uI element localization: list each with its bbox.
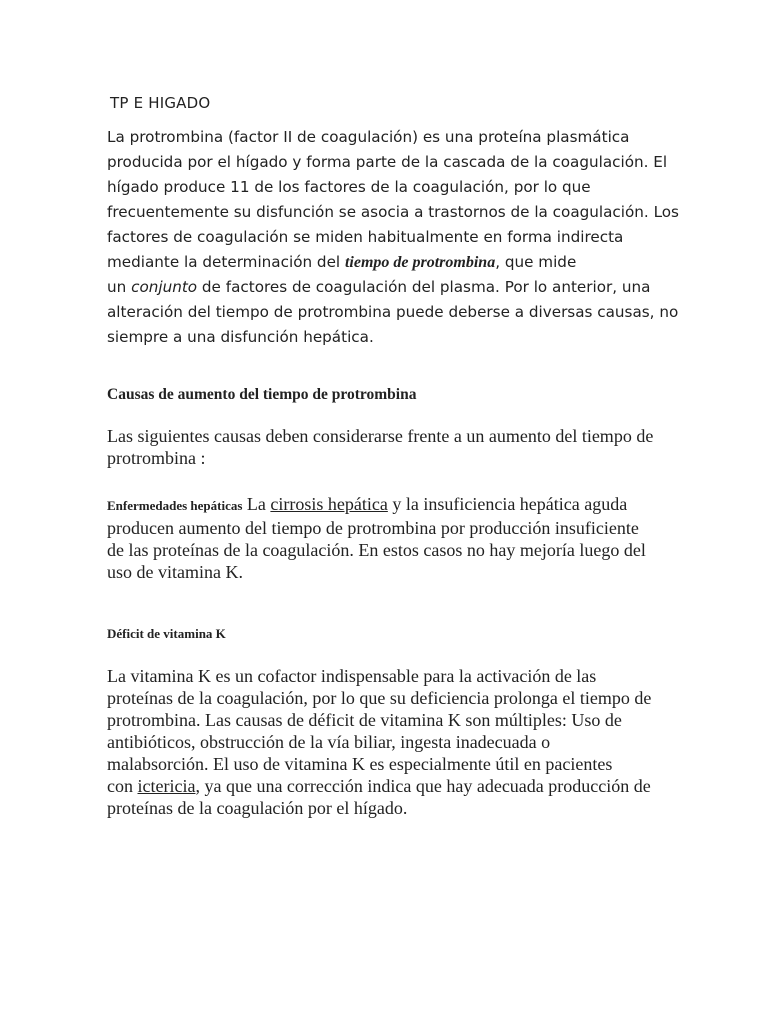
intro-paragraph bbox=[107, 125, 687, 350]
link-cirrosis-hepatica[interactable]: cirrosis hepática bbox=[270, 494, 388, 514]
paragraph-line bbox=[107, 775, 687, 797]
section-heading: Causas de aumento del tiempo de protrombina bbox=[107, 386, 417, 403]
subheading-deficit-vitamina-k: Déficit de vitamina K bbox=[107, 626, 226, 641]
paragraph-line: Las siguientes causas deben considerarse frente a un aumento del tiempo de bbox=[107, 426, 654, 446]
intro-line: alteración del tiempo de protrombina puede deberse a diversas causas, no bbox=[107, 303, 679, 321]
paragraph-line: protrombina. Las causas de déficit de vitamina K son múltiples: Uso de bbox=[107, 710, 622, 730]
paragraph-text: , ya que una corrección indica que hay adecuada producción de bbox=[195, 776, 651, 796]
intro-text: un bbox=[107, 278, 132, 296]
paragraph-text: y la insuficiencia hepática aguda bbox=[387, 494, 628, 514]
inline-heading-enfermedades-hepaticas: Enfermedades hepáticas bbox=[107, 498, 243, 513]
link-ictericia[interactable]: ictericia bbox=[137, 776, 196, 796]
paragraph-line: proteínas de la coagulación por el hígado. bbox=[107, 798, 408, 818]
intro-text: de factores de coagulación del plasma. Por lo anterior, una bbox=[197, 278, 651, 296]
causes-intro-paragraph bbox=[107, 425, 687, 469]
paragraph-line: antibióticos, obstrucción de la vía biliar, ingesta inadecuada o bbox=[107, 732, 551, 752]
paragraph-line: uso de vitamina K. bbox=[107, 562, 243, 582]
paragraph-line: protrombina : bbox=[107, 448, 206, 468]
paragraph-line bbox=[107, 493, 687, 517]
vitamin-k-paragraph bbox=[107, 665, 687, 819]
intro-line: producida por el hígado y forma parte de la cascada de la coagulación. El bbox=[107, 153, 668, 171]
emphasis-tiempo-de-protrombina: tiempo de protrombina bbox=[344, 254, 496, 271]
paragraph-line: producen aumento del tiempo de protrombina por producción insuficiente bbox=[107, 518, 639, 538]
liver-disease-paragraph bbox=[107, 493, 687, 583]
paragraph-line: malabsorción. El uso de vitamina K es especialmente útil en pacientes bbox=[107, 754, 613, 774]
paragraph-line: de las proteínas de la coagulación. En estos casos no hay mejoría luego del bbox=[107, 540, 646, 560]
intro-line bbox=[107, 275, 687, 300]
document-title: TP E HIGADO bbox=[110, 94, 211, 112]
intro-text: mediante la determinación del bbox=[107, 253, 345, 271]
paragraph-line: La vitamina K es un cofactor indispensable para la activación de las bbox=[107, 666, 597, 686]
intro-line: hígado produce 11 de los factores de la coagulación, por lo que bbox=[107, 178, 591, 196]
emphasis-conjunto: conjunto bbox=[131, 278, 198, 296]
paragraph-text: La bbox=[242, 494, 271, 514]
intro-text: , que mide bbox=[495, 253, 577, 271]
intro-line: factores de coagulación se miden habitualmente en forma indirecta bbox=[107, 228, 624, 246]
paragraph-text: con bbox=[107, 776, 138, 796]
intro-line bbox=[107, 250, 687, 275]
intro-line: La protrombina (factor II de coagulación) es una proteína plasmática bbox=[107, 128, 630, 146]
paragraph-line: proteínas de la coagulación, por lo que su deficiencia prolonga el tiempo de bbox=[107, 688, 652, 708]
intro-line: frecuentemente su disfunción se asocia a trastornos de la coagulación. Los bbox=[107, 203, 679, 221]
intro-line: siempre a una disfunción hepática. bbox=[107, 328, 374, 346]
